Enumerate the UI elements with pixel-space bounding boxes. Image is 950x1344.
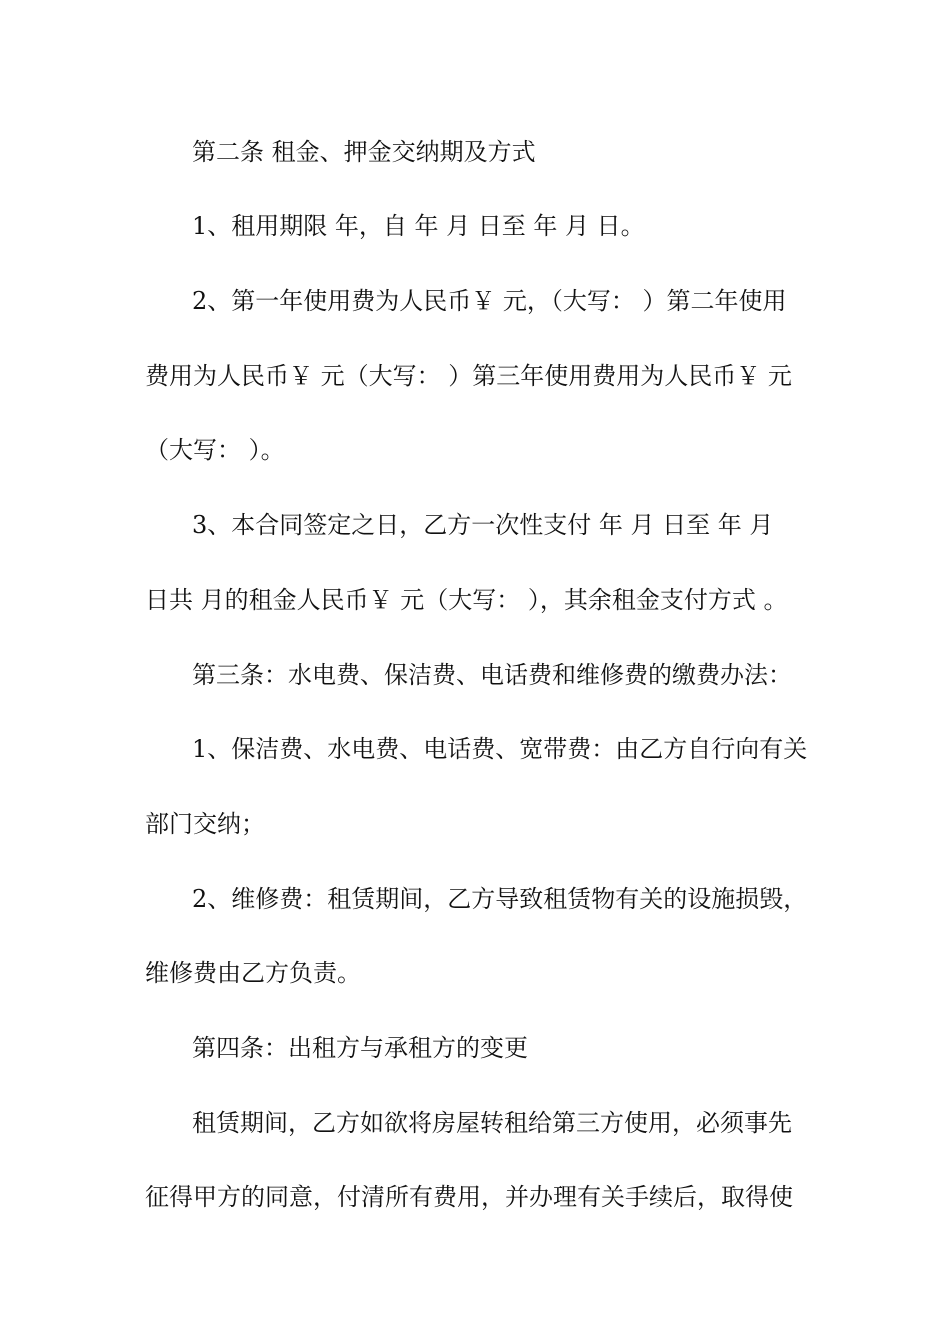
paragraph-line: 3、本合同签定之日，乙方一次性支付 年 月 日至 年 月 (192, 511, 774, 539)
paragraph-line: 2、维修费：租赁期间，乙方导致租赁物有关的设施损毁， (192, 885, 808, 913)
paragraph-line: 维修费由乙方负责。 (145, 959, 361, 987)
heading-article-2: 第二条 租金、押金交纳期及方式 (192, 138, 536, 166)
paragraph-line: 部门交纳； (145, 810, 265, 838)
paragraph-line: 日共 月的租金人民币￥ 元（大写： ），其余租金支付方式 。 (145, 586, 788, 614)
heading-article-4: 第四条：出租方与承租方的变更 (192, 1034, 528, 1062)
heading-article-3: 第三条：水电费、保洁费、电话费和维修费的缴费办法： (192, 661, 792, 689)
paragraph-line: 1、保洁费、水电费、电话费、宽带费：由乙方自行向有关 (192, 735, 808, 763)
paragraph-line: （大写： ）。 (145, 436, 285, 464)
paragraph-line: 租赁期间，乙方如欲将房屋转租给第三方使用，必须事先 (192, 1109, 792, 1137)
paragraph-line: 1、租用期限 年，自 年 月 日至 年 月 日。 (192, 212, 645, 240)
paragraph-line: 费用为人民币￥ 元（大写： ）第三年使用费用为人民币￥ 元 (145, 362, 792, 390)
paragraph-line: 2、第一年使用费为人民币￥ 元，（大写： ）第二年使用 (192, 287, 787, 315)
paragraph-line: 征得甲方的同意，付清所有费用，并办理有关手续后，取得使 (145, 1183, 793, 1211)
